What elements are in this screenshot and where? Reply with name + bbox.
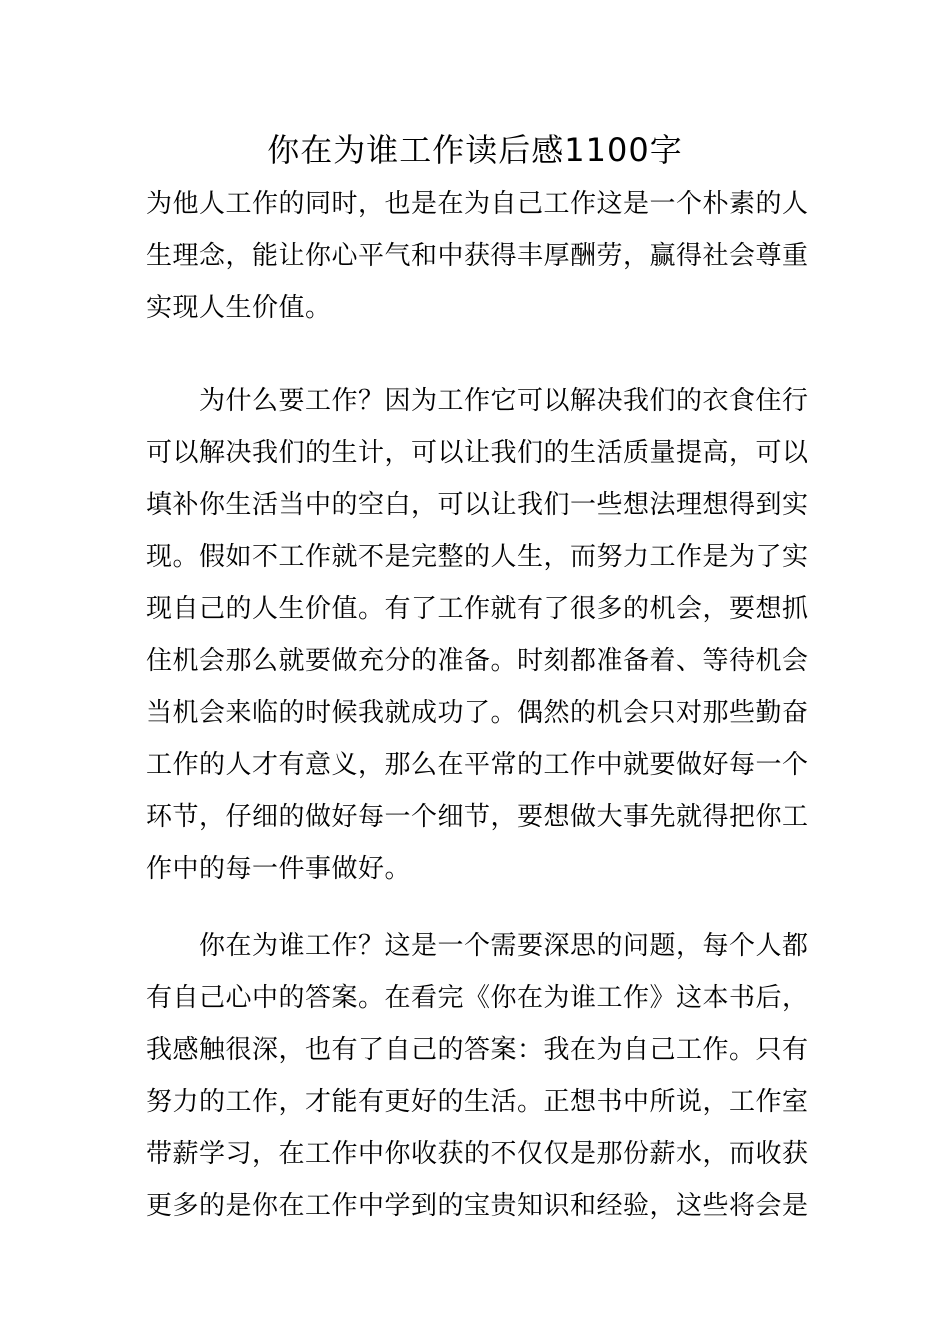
paragraph-line: 工作的人才有意义，那么在平常的工作中就要做好每一个	[146, 750, 809, 780]
paragraph-2	[146, 375, 809, 895]
paragraph-line: 住机会那么就要做充分的准备。时刻都准备着、等待机会	[146, 646, 809, 676]
paragraph-3	[146, 920, 809, 1232]
paragraph-line: 有自己心中的答案。在看完《你在为谁工作》这本书后，	[146, 983, 809, 1013]
paragraph-line: 可以解决我们的生计，可以让我们的生活质量提高，可以	[146, 438, 809, 468]
paragraph-line: 努力的工作，才能有更好的生活。正想书中所说，工作室	[146, 1087, 809, 1117]
paragraph-line: 填补你生活当中的空白，可以让我们一些想法理想得到实	[146, 490, 809, 520]
paragraph-line: 实现人生价值。	[146, 293, 332, 323]
paragraph-line: 作中的每一件事做好。	[146, 854, 412, 884]
paragraph-line: 带薪学习，在工作中你收获的不仅仅是那份薪水，而收获	[146, 1139, 809, 1169]
paragraph-line: 你在为谁工作？这是一个需要深思的问题，每个人都	[146, 931, 809, 961]
paragraph-line: 为他人工作的同时，也是在为自己工作这是一个朴素的人	[146, 189, 809, 219]
paragraph-line: 环节，仔细的做好每一个细节，要想做大事先就得把你工	[146, 802, 809, 832]
paragraph-line: 现。假如不工作就不是完整的人生，而努力工作是为了实	[146, 542, 809, 572]
paragraph-line: 我感触很深，也有了自己的答案：我在为自己工作。只有	[146, 1035, 809, 1065]
paragraph-line: 为什么要工作？因为工作它可以解决我们的衣食住行	[146, 386, 809, 416]
paragraph-line: 当机会来临的时候我就成功了。偶然的机会只对那些勤奋	[146, 698, 809, 728]
paragraph-1	[146, 178, 809, 334]
paragraph-line: 现自己的人生价值。有了工作就有了很多的机会，要想抓	[146, 594, 809, 624]
paragraph-line: 生理念，能让你心平气和中获得丰厚酬劳，赢得社会尊重	[146, 241, 809, 271]
paragraph-line: 更多的是你在工作中学到的宝贵知识和经验，这些将会是	[146, 1191, 809, 1221]
document-title: 你在为谁工作读后感1100字	[267, 131, 683, 169]
